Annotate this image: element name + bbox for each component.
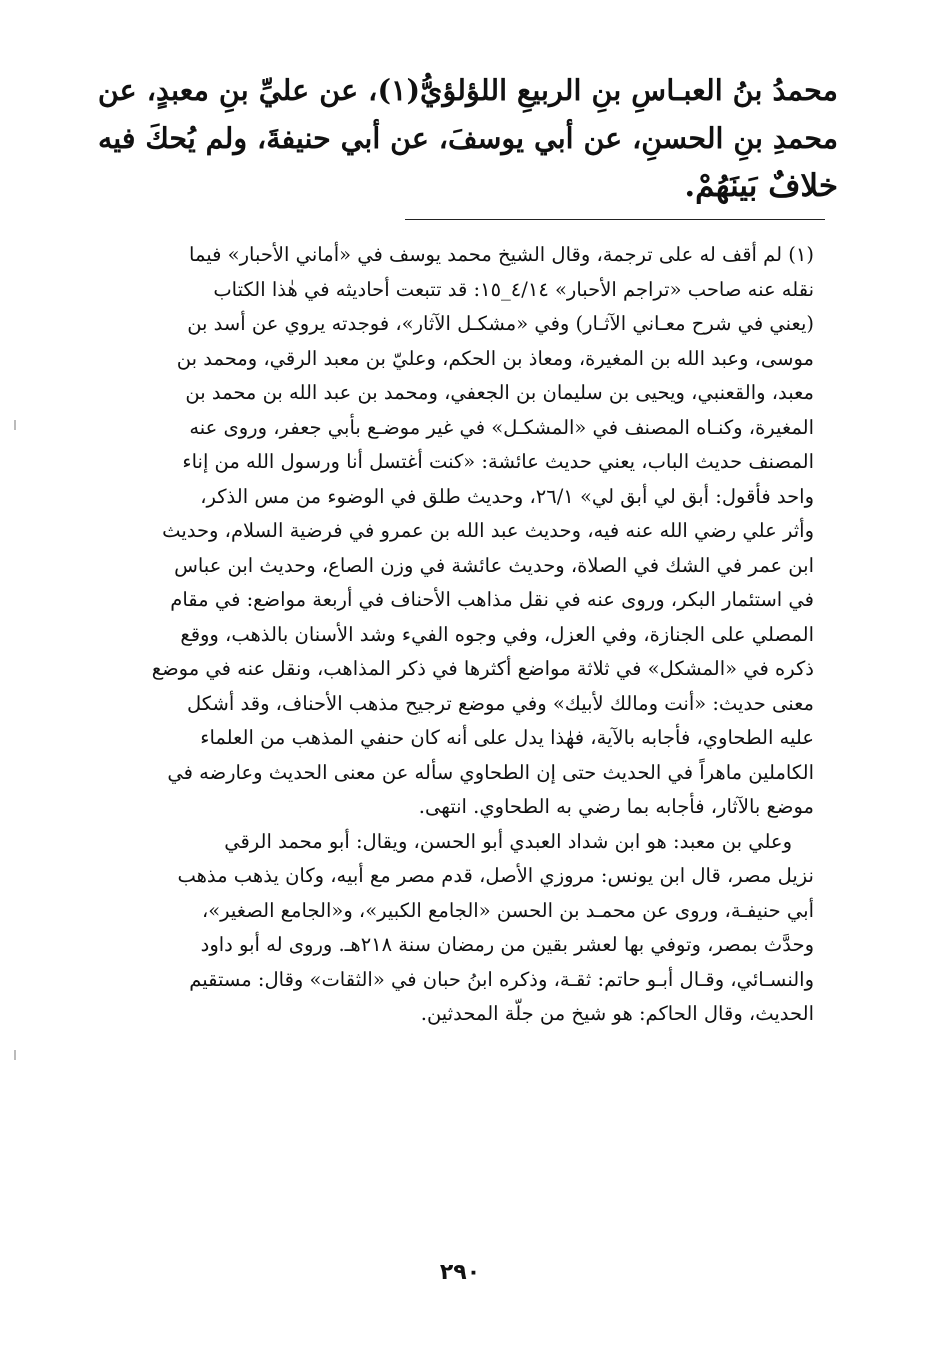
footnote-line: المغيرة، وكنـاه المصنف في «المشكـل» في غير موضـع بأبي جعفر، وروى عنه xyxy=(189,415,814,439)
main-text-line: محمدُ بنُ العبـاسِ بنِ الربيعِ اللؤلؤيُّ(١)، عن عليِّ بنِ معبدٍ، عن xyxy=(97,73,838,107)
scan-edge-mark xyxy=(14,420,16,430)
footnote-line: والنسـائي، وقـال أبـو حاتم: ثقـة، وذكره ابنُ حبان في «الثقات» وقال: مستقيم xyxy=(189,967,814,991)
footnote-line: موضع بالآثار، فأجابه بما رضي به الطحاوي. انتهى. xyxy=(418,795,814,818)
footnote-line: نقله عنه صاحب «تراجم الأحبار» ٤/١٤_١٥: قد تتبعت أحاديثه في هٰذا الكتاب xyxy=(213,277,814,301)
footnote-line: معبد، والقعنبي، ويحيى بن سليمان بن الجعفي، ومحمد بن عبد الله بن محمد بن xyxy=(185,381,814,404)
main-text-block xyxy=(90,66,838,210)
footnote-line: ذكره في «المشكل» في ثلاثة مواضع أكثرها في ذكر المذاهب، ونقل عنه في موضع xyxy=(151,657,814,680)
footnote-line: المصنف حديث الباب، يعني حديث عائشة: «كنت أغتسل أنا ورسول الله من إناء xyxy=(182,450,814,473)
scan-edge-mark xyxy=(14,1050,16,1060)
footnote-line: نزيل مصر، قال ابن يونس: مروزي الأصل، قدم مصر مع أبيه، وكان يذهب مذهب xyxy=(177,864,814,887)
main-text-line: خلافٌ بَينَهُمْ. xyxy=(684,168,838,204)
footnote-line: أبي حنيفـة، وروى عن محمـد بن الحسن «الجامع الكبير»، و«الجامع الصغير»، xyxy=(201,898,814,922)
footnote-line: وعلي بن معبد: هو ابن شداد العبدي أبو الحسن، ويقال: أبو محمد الرقي xyxy=(224,829,792,853)
footnote-line: عليه الطحاوي، فأجابه بالآية، فهٰذا يدل على أنه كان حنفي المذهب من العلماء xyxy=(200,726,814,749)
footnote-line: وحدَّث بمصر، وتوفي بها لعشر بقين من رمضان سنة ٢١٨هـ. وروى له أبو داود xyxy=(200,933,814,956)
footnote-separator xyxy=(405,219,825,220)
footnote-line: المصلي على الجنازة، وفي العزل، وفي وجوه الفيء وشد الأسنان بالذهب، ووقع xyxy=(180,622,814,646)
footnote-line: ابن عمر في الشك في الصلاة، وحديث عائشة في وزن الصاع، وحديث ابن عباس xyxy=(174,553,814,577)
footnote-line: واحد فأقول: أبق لي أبق لي» ٢٦/١، وحديث طلق في الوضوء من مس الذكر، xyxy=(200,484,814,508)
footnote-line: (يعني في شرح معـاني الآثـار) وفي «مشكـل الآثار»، فوجدته يروي عن أسد بن xyxy=(187,312,814,335)
page-number: ٢٩٠ xyxy=(439,1260,481,1285)
footnote-line: الكاملين ماهراً في الحديث حتى إن الطحاوي سأله عن معنى الحديث وعارضه في xyxy=(167,760,814,784)
footnote-line: وأثر علي رضي الله عنه فيه، وحديث عبد الله بن عمرو في فرضية السلام، وحديث xyxy=(162,519,814,542)
footnote-line: الحديث، وقال الحاكم: هو شيخ من جلّة المحدثين. xyxy=(420,1002,814,1025)
footnote-line: معنى حديث: «أنت ومالك لأبيك» وفي موضع ترجيح مذهب الأحناف، وقد أشكل xyxy=(187,691,814,715)
footnote-line: في استئمار البكر، وروى عنه في نقل مذاهب الأحناف في أربعة مواضع: في مقام xyxy=(170,588,814,611)
footnotes-block xyxy=(92,238,814,1032)
footnote-line: (١) لم أقف له على ترجمة، وقال الشيخ محمد يوسف في «أماني الأحبار» فيما xyxy=(189,243,814,266)
footnote-line: موسى، وعبد الله بن المغيرة، ومعاذ بن الحكم، وعليّ بن معبد الرقي، ومحمد بن xyxy=(176,346,814,370)
main-text-line: محمدِ بنِ الحسنِ، عن أبي يوسفَ، عن أبي حنيفةَ، ولم يُحكَ فيه xyxy=(97,121,838,155)
